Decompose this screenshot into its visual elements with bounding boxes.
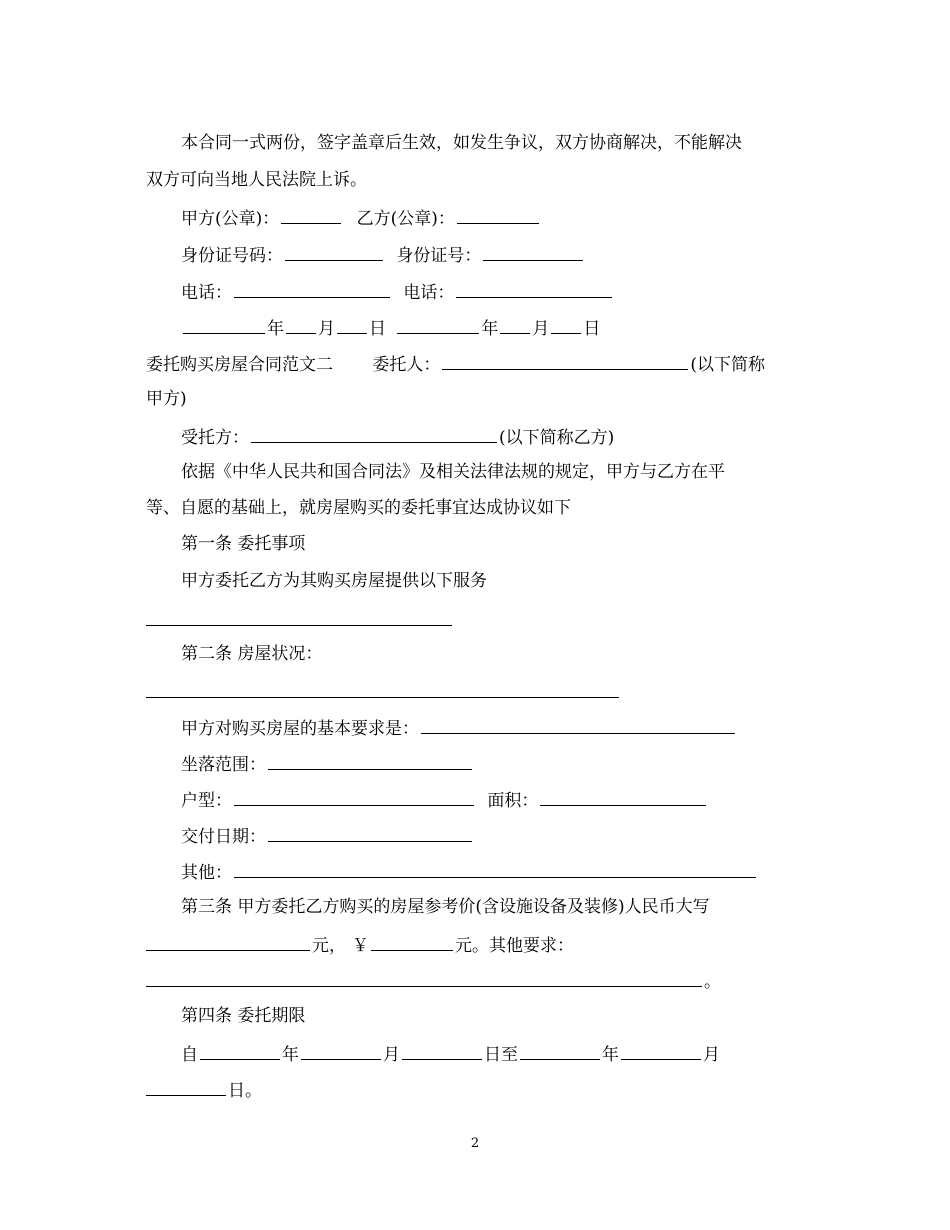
other-blank[interactable]	[234, 860, 756, 878]
party-a-seal-blank[interactable]	[281, 206, 341, 224]
party-b-id-blank[interactable]	[483, 243, 583, 261]
other-requirements-blank[interactable]	[146, 969, 702, 987]
requirements-line: 甲方对购买房屋的基本要求是：	[181, 716, 737, 740]
sign-day-b[interactable]	[551, 316, 581, 334]
id-line: 身份证号码： 身份证号：	[181, 243, 585, 267]
term-end-day[interactable]	[146, 1078, 226, 1096]
location-line: 坐落范围：	[181, 752, 474, 776]
price-line: 元， ￥ 元。其他要求：	[146, 933, 574, 957]
para-validity-cont: 双方可向当地人民法院上诉。	[146, 170, 367, 190]
article-3-text: 第三条 甲方委托乙方购买的房屋参考价(含设施设备及装修)人民币大写	[181, 897, 710, 917]
contract-title: 委托购买房屋合同范文二	[146, 355, 333, 375]
area-blank[interactable]	[540, 788, 706, 806]
house-type-blank[interactable]	[234, 788, 474, 806]
term-line-cont: 日。	[146, 1078, 262, 1102]
party-b-seal-blank[interactable]	[457, 206, 539, 224]
term-start-day[interactable]	[402, 1042, 482, 1060]
house-status-blank[interactable]	[146, 696, 619, 698]
principal-cont: 甲方)	[146, 389, 187, 409]
page-number: 2	[470, 1136, 480, 1151]
term-end-month[interactable]	[621, 1042, 701, 1060]
term-start-month[interactable]	[301, 1042, 381, 1060]
article-2-title: 第二条 房屋状况：	[181, 644, 323, 664]
other-requirements-line: 。	[146, 969, 721, 993]
phone-line: 电话： 电话：	[181, 280, 614, 304]
article-1-text: 甲方委托乙方为其购买房屋提供以下服务	[181, 571, 487, 591]
contract-title-line: 委托购买房屋合同范文二 委托人： (以下简称	[146, 352, 765, 376]
sign-year-a[interactable]	[183, 316, 265, 334]
price-words-blank[interactable]	[146, 933, 310, 951]
sign-day-a[interactable]	[337, 316, 367, 334]
signature-line: 甲方(公章)： 乙方(公章)：	[181, 206, 541, 230]
sign-month-a[interactable]	[286, 316, 316, 334]
date-line: 年 月 日 年 月 日	[181, 316, 600, 340]
term-end-year[interactable]	[520, 1042, 600, 1060]
article-1-title: 第一条 委托事项	[181, 534, 306, 554]
party-b-phone-blank[interactable]	[456, 280, 612, 298]
principal-blank[interactable]	[442, 352, 688, 370]
sign-year-b[interactable]	[397, 316, 479, 334]
agent-blank[interactable]	[251, 425, 497, 443]
agent-line: 受托方： (以下简称乙方)	[181, 425, 614, 449]
sign-month-b[interactable]	[500, 316, 530, 334]
requirements-blank[interactable]	[421, 716, 735, 734]
price-number-blank[interactable]	[371, 933, 453, 951]
term-start-year[interactable]	[200, 1042, 280, 1060]
type-area-line: 户型： 面积：	[181, 788, 708, 812]
para-validity: 本合同一式两份，签字盖章后生效，如发生争议，双方协商解决，不能解决	[181, 133, 742, 153]
party-a-id-blank[interactable]	[285, 243, 383, 261]
article-4-title: 第四条 委托期限	[181, 1006, 306, 1026]
location-blank[interactable]	[268, 752, 472, 770]
service-blank[interactable]	[146, 624, 452, 626]
intro-line2: 等、自愿的基础上，就房屋购买的委托事宜达成协议如下	[146, 498, 571, 518]
term-line: 自 年 月 日至 年 月	[181, 1042, 720, 1066]
delivery-line: 交付日期：	[181, 824, 474, 848]
party-a-phone-blank[interactable]	[234, 280, 390, 298]
intro-line1: 依据《中华人民共和国合同法》及相关法律法规的规定，甲方与乙方在平	[181, 462, 725, 482]
other-line: 其他：	[181, 860, 758, 884]
delivery-date-blank[interactable]	[268, 824, 472, 842]
